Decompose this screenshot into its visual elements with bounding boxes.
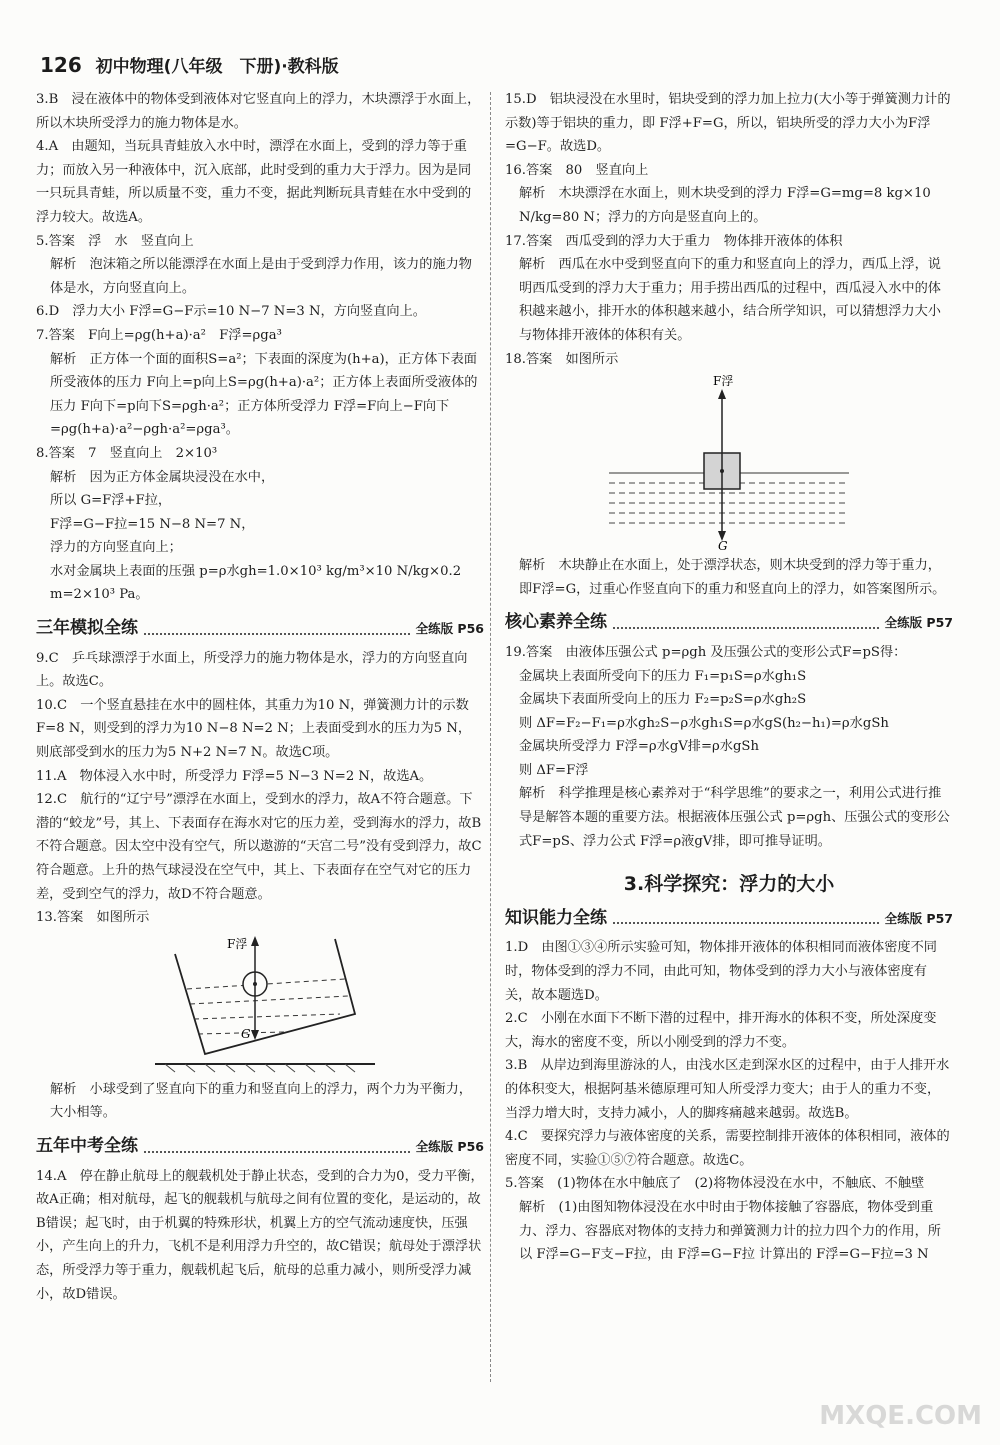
analysis-16: 解析 木块漂浮在水面上，则木块受到的浮力 F浮=G=mg=8 kg×10 N/kg=80 N；浮力的方向是竖直向上的。 <box>519 186 931 225</box>
book-title: 初中物理(八年级 下册)·教科版 <box>95 57 339 77</box>
left-column <box>36 88 484 1306</box>
section-ref: 全练版 P57 <box>884 615 953 631</box>
analysis-k5: 解析 (1)由图知物体浸没在水中时由于物体接触了容器底，物体受到重力、浮力、容器底对物体的支持力和弹簧测力计的拉力四个力的作用，所以 F浮=G−F支−F拉，由 F浮=G−F拉 计算出的 F浮=G−F拉=3 N <box>519 1199 941 1263</box>
answer-19-line: 金属块上表面所受向下的压力 F₁=p₁S=ρ水gh₁S <box>519 668 807 684</box>
answer-3: 3.B 浸在液体中的物体受到液体对它竖直向上的浮力，木块漂浮于水面上，所以木块所受浮力的施力物体是水。 <box>36 92 481 131</box>
column-divider <box>490 92 491 1382</box>
force-label-gravity: G <box>718 539 728 551</box>
answer-k2: 2.C 小刚在水面下不断下潜的过程中，排开海水的体积不变，所处深度变大，海水的密度不变，所以小刚受到的浮力不变。 <box>505 1011 937 1050</box>
section-leader <box>613 922 879 924</box>
force-label-buoyancy: F浮 <box>227 936 248 951</box>
answer-10: 10.C 一个竖直悬挂在水中的圆柱体，其重力为10 N，弹簧测力计的示数 F=8 N，则受到的浮力为10 N−8 N=2 N；上表面受到水的压力为5 N，则底部受到水的压力为5 N+2 N=7 N。故选C项。 <box>36 697 472 761</box>
answer-4: 4.A 由题知，当玩具青蛙放入水中时，漂浮在水面上，受到的浮力等于重力；而放入另一种液体中，沉入底部，此时受到的重力大于浮力。因为是同一只玩具青蛙，所以质量不变，重力不变，据此判断玩具青蛙在水中受到的浮力较大。故选A。 <box>36 139 472 225</box>
answer-12: 12.C 航行的“辽宁号”漂浮在水面上，受到水的浮力，故A不符合题意。下潜的“蛟龙”号，其上、下表面存在海水对它的压力差，受到海水的浮力，故B不符合题意。因太空中没有空气，所以遨游的“天宫二号”没有受到浮力，故C符合题意。上升的热气球浸没在空气中，其上、下表面存在空气对它的压力差，受到空气的浮力，故D不符合题意。 <box>36 792 482 902</box>
section-ref: 全练版 P56 <box>415 621 484 637</box>
analysis-5: 解析 泡沫箱之所以能漂浮在水面上是由于受到浮力作用，该力的施力物体是水，方向竖直向上。 <box>50 257 472 296</box>
answer-14: 14.A 停在静止航母上的舰载机处于静止状态，受到的合力为0，受力平衡，故A正确；相对航母，起飞的舰载机与航母之间有位置的变化，是运动的，故B错误；起飞时，由于机翼的特殊形状，机翼上方的空气流动速度快，压强小，产生向上的升力，飞机不是利用浮力升空的，故C错误；航母处于漂浮状态，所受浮力等于重力，舰载机起飞后，航母的总重力减小，则所受浮力减小，故D错误。 <box>36 1168 484 1302</box>
answer-18: 18.答案 如图所示 <box>505 351 619 367</box>
answer-19-line: 金属块下表面所受向上的压力 F₂=p₂S=ρ水gh₂S <box>519 692 807 708</box>
answer-11: 11.A 物体浸入水中时，所受浮力 F浮=5 N−3 N=2 N，故选A。 <box>36 768 433 784</box>
analysis-8-line: 水对金属块上表面的压强 p=ρ水gh=1.0×10³ kg/m³×10 N/kg×0.2 m=2×10³ Pa。 <box>50 563 462 603</box>
answer-k3: 3.B 从岸边到海里游泳的人，由浅水区走到深水区的过程中，由于人排开水的体积变大，根据阿基米德原理可知人所受浮力变大；由于人的重力不变，当浮力增大时，支持力减小，人的脚疼痛越来越弱。故选B。 <box>505 1058 950 1121</box>
analysis-8-line: 浮力的方向竖直向上； <box>50 540 182 556</box>
section-ref: 全练版 P57 <box>884 910 953 926</box>
figure-18 <box>609 375 849 550</box>
section-heading <box>505 611 953 635</box>
section-leader <box>613 627 879 629</box>
answer-k1: 1.D 由图①③④所示实验可知，物体排开液体的体积相同而液体密度不同时，物体受到的浮力不同，由此可知，物体受到的浮力大小与液体密度有关，故本题选D。 <box>505 940 937 1003</box>
section-title: 知识能力全练 <box>505 907 607 928</box>
section-ref: 全练版 P56 <box>415 1138 484 1154</box>
analysis-17: 解析 西瓜在水中受到竖直向下的重力和竖直向上的浮力，西瓜上浮，说明西瓜受到的浮力大于重力；用手捞出西瓜的过程中，西瓜浸入水中的体积越来越小，排开水的体积越来越小，结合所学知识，可以猜想浮力大小与物体排开液体的体积有关。 <box>519 257 941 343</box>
section-heading <box>36 1135 484 1159</box>
analysis-13: 解析 小球受到了竖直向下的重力和竖直向上的浮力，两个力为平衡力，大小相等。 <box>50 1081 472 1121</box>
answer-19: 19.答案 由液体压强公式 p=ρgh 及压强公式的变形公式F=pS得： <box>505 644 907 660</box>
figure-13 <box>135 934 385 1074</box>
answer-19-line: 金属块所受浮力 F浮=ρ水gV排=ρ水gSh <box>519 739 759 755</box>
answer-k4: 4.C 要探究浮力与液体密度的关系，需要控制排开液体的体积相同，液体的密度不同，实验①⑤⑦符合题意。故选C。 <box>505 1129 950 1168</box>
right-column <box>505 88 953 1267</box>
force-label-gravity: G <box>241 1026 251 1041</box>
analysis-7: 解析 正方体一个面的面积S=a²；下表面的深度为(h+a)，正方体下表面所受液体的压力 F向上=p向上S=ρg(h+a)·a²；正方体上表面所受液体的压力 F向下=p向下S=ρgh·a²；正方体所受浮力 F浮=F向上−F向下=ρg(h+a)·a²−ρgh·a²=ρga³。 <box>50 351 478 438</box>
answer-16: 16.答案 80 竖直向上 <box>505 162 649 178</box>
force-label-buoyancy: F浮 <box>713 375 734 389</box>
answer-9: 9.C 乒乓球漂浮于水面上，所受浮力的施力物体是水，浮力的方向竖直向上。故选C。 <box>36 650 468 690</box>
answer-7: 7.答案 F向上=ρg(h+a)·a² F浮=ρga³ <box>36 327 282 343</box>
watermark: MXQE.COM <box>819 1401 982 1431</box>
answer-5: 5.答案 浮 水 竖直向上 <box>36 233 194 249</box>
section-title: 三年模拟全练 <box>36 618 138 639</box>
answer-17: 17.答案 西瓜受到的浮力大于重力 物体排开液体的体积 <box>505 233 843 249</box>
section-heading <box>36 617 484 641</box>
answer-6: 6.D 浮力大小 F浮=G−F示=10 N−7 N=3 N，方向竖直向上。 <box>36 304 426 320</box>
chapter-title: 3.科学探究：浮力的大小 <box>623 873 835 896</box>
analysis-19: 解析 科学推理是核心素养对于“科学思维”的要求之一，利用公式进行推导是解答本题的重要方法。根据液体压强公式 p=ρgh、压强公式的变形公式F=pS、浮力公式 F浮=ρ液gV排，即可推导证明。 <box>519 786 950 849</box>
section-leader <box>144 1151 410 1153</box>
section-heading <box>505 907 953 931</box>
section-leader <box>144 633 410 635</box>
answer-13: 13.答案 如图所示 <box>36 910 150 926</box>
answer-19-line: 则 ΔF=F₂−F₁=ρ水gh₂S−ρ水gh₁S=ρ水gS(h₂−h₁)=ρ水gSh <box>519 715 889 731</box>
page-number: 126 <box>40 53 82 77</box>
section-title: 核心素养全练 <box>505 612 607 633</box>
analysis-18: 解析 木块静止在水面上，处于漂浮状态，则木块受到的浮力等于重力，即F浮=G，过重心作竖直向下的重力和竖直向上的浮力，如答案图所示。 <box>519 558 946 597</box>
analysis-8-line: 所以 G=F浮+F拉， <box>50 493 172 509</box>
answer-19-line: 则 ΔF=F浮 <box>519 762 589 778</box>
page-header <box>40 52 339 77</box>
section-title: 五年中考全练 <box>36 1135 138 1156</box>
answer-k5: 5.答案 (1)物体在水中触底了 (2)将物体浸没在水中，不触底、不触壁 <box>505 1176 925 1192</box>
analysis-8-line: F浮=G−F拉=15 N−8 N=7 N， <box>50 516 255 532</box>
analysis-8: 解析 因为正方体金属块浸没在水中， <box>50 469 275 485</box>
answer-8: 8.答案 7 竖直向上 2×10³ <box>36 445 218 461</box>
answer-15: 15.D 铝块浸没在水里时，铝块受到的浮力加上拉力(大小等于弹簧测力计的示数)等于铝块的重力，即 F浮+F=G，所以，铝块所受的浮力大小为F浮=G−F。故选D。 <box>505 92 951 155</box>
